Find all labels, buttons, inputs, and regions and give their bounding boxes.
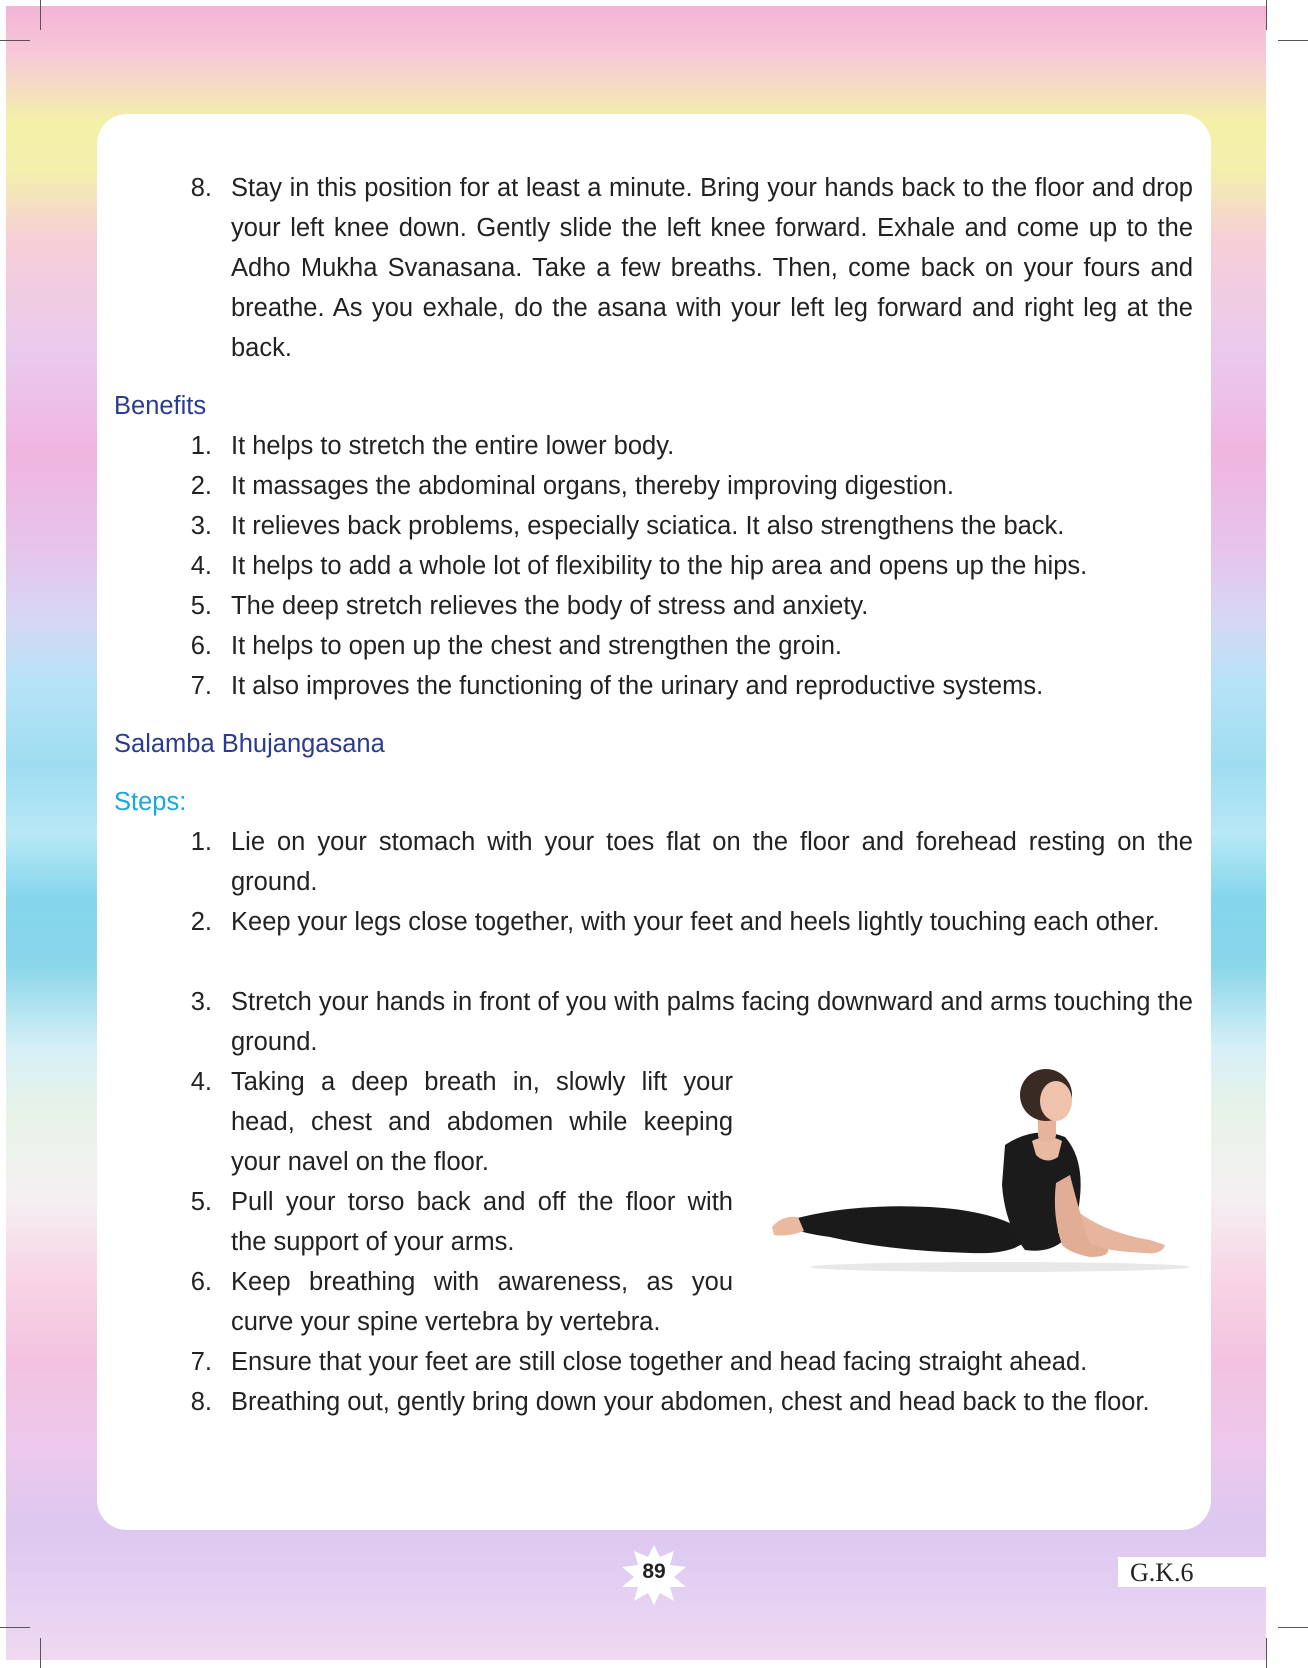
yoga-pose-illustration: [770, 1055, 1190, 1275]
step-number: 2.: [190, 908, 212, 936]
section-title: Salamba Bhujangasana: [114, 730, 385, 758]
crop-mark: [1278, 40, 1308, 41]
item-text: The deep stretch relieves the body of stress and anxiety.: [231, 592, 869, 620]
item-text: It relieves back problems, especially sciatica. It also strengthens the back.: [231, 512, 1065, 540]
legs: [790, 1206, 1030, 1253]
book-code: G.K.6: [1130, 1558, 1194, 1587]
crop-mark: [40, 0, 41, 30]
benefits-heading: Benefits: [114, 392, 207, 420]
item-text: It also improves the functioning of the urinary and reproductive systems.: [231, 672, 1044, 700]
face: [1040, 1081, 1072, 1121]
item-number: 1.: [190, 432, 212, 460]
step-number: 8.: [190, 1388, 212, 1416]
step-text: Breathing out, gently bring down your abdomen, chest and head back to the floor.: [231, 1388, 1150, 1416]
steps-heading: Steps:: [114, 788, 187, 816]
step-text: Keep breathing with awareness, as you curve your spine vertebra by vertebra.: [231, 1268, 733, 1336]
item-text: It massages the abdominal organs, thereby improving digestion.: [231, 472, 954, 500]
step-number: 3.: [190, 988, 212, 1016]
step-text: Stay in this position for at least a minute. Bring your hands back to the floor and drop your left knee down. Gently slide the left knee forward. Exhale and come up to the Adho Mukha Svanasana. Take a few breaths. Then, come back on your fours and breathe. As you exhale, do the asana with your left leg forward and right leg at the back.: [231, 174, 1193, 362]
step-number: 5.: [190, 1188, 212, 1216]
step-text: Pull your torso back and off the floor with the support of your arms.: [231, 1188, 733, 1256]
step-text: Ensure that your feet are still close together and head facing straight ahead.: [231, 1348, 1088, 1376]
item-number: 2.: [190, 472, 212, 500]
crop-mark: [1266, 1638, 1267, 1668]
step-text: Stretch your hands in front of you with palms facing downward and arms touching the ground.: [231, 988, 1193, 1056]
step-text: Keep your legs close together, with your feet and heels lightly touching each other.: [231, 908, 1160, 936]
item-text: It helps to open up the chest and strengthen the groin.: [231, 632, 843, 660]
item-text: It helps to add a whole lot of flexibility to the hip area and opens up the hips.: [231, 552, 1088, 580]
crop-mark: [0, 40, 30, 41]
step-number: 7.: [190, 1348, 212, 1376]
crop-mark: [40, 1638, 41, 1668]
step-number: 4.: [190, 1068, 212, 1096]
step-number: 6.: [190, 1268, 212, 1296]
page-number: 89: [642, 1560, 666, 1583]
item-text: It helps to stretch the entire lower body.: [231, 432, 675, 460]
crop-mark: [0, 1627, 30, 1628]
step-text: Lie on your stomach with your toes flat on the floor and forehead resting on the ground.: [231, 828, 1193, 896]
item-number: 4.: [190, 552, 212, 580]
step-number: 1.: [190, 828, 212, 856]
floor-shadow: [810, 1262, 1190, 1272]
step-text: Taking a deep breath in, slowly lift your head, chest and abdomen while keeping your navel on the floor.: [231, 1068, 733, 1176]
item-number: 3.: [190, 512, 212, 540]
crop-mark: [1266, 0, 1267, 30]
item-number: 6.: [190, 632, 212, 660]
item-number: 5.: [190, 592, 212, 620]
item-number: 7.: [190, 672, 212, 700]
crop-mark: [1278, 1627, 1308, 1628]
step-number: 8.: [190, 174, 212, 202]
